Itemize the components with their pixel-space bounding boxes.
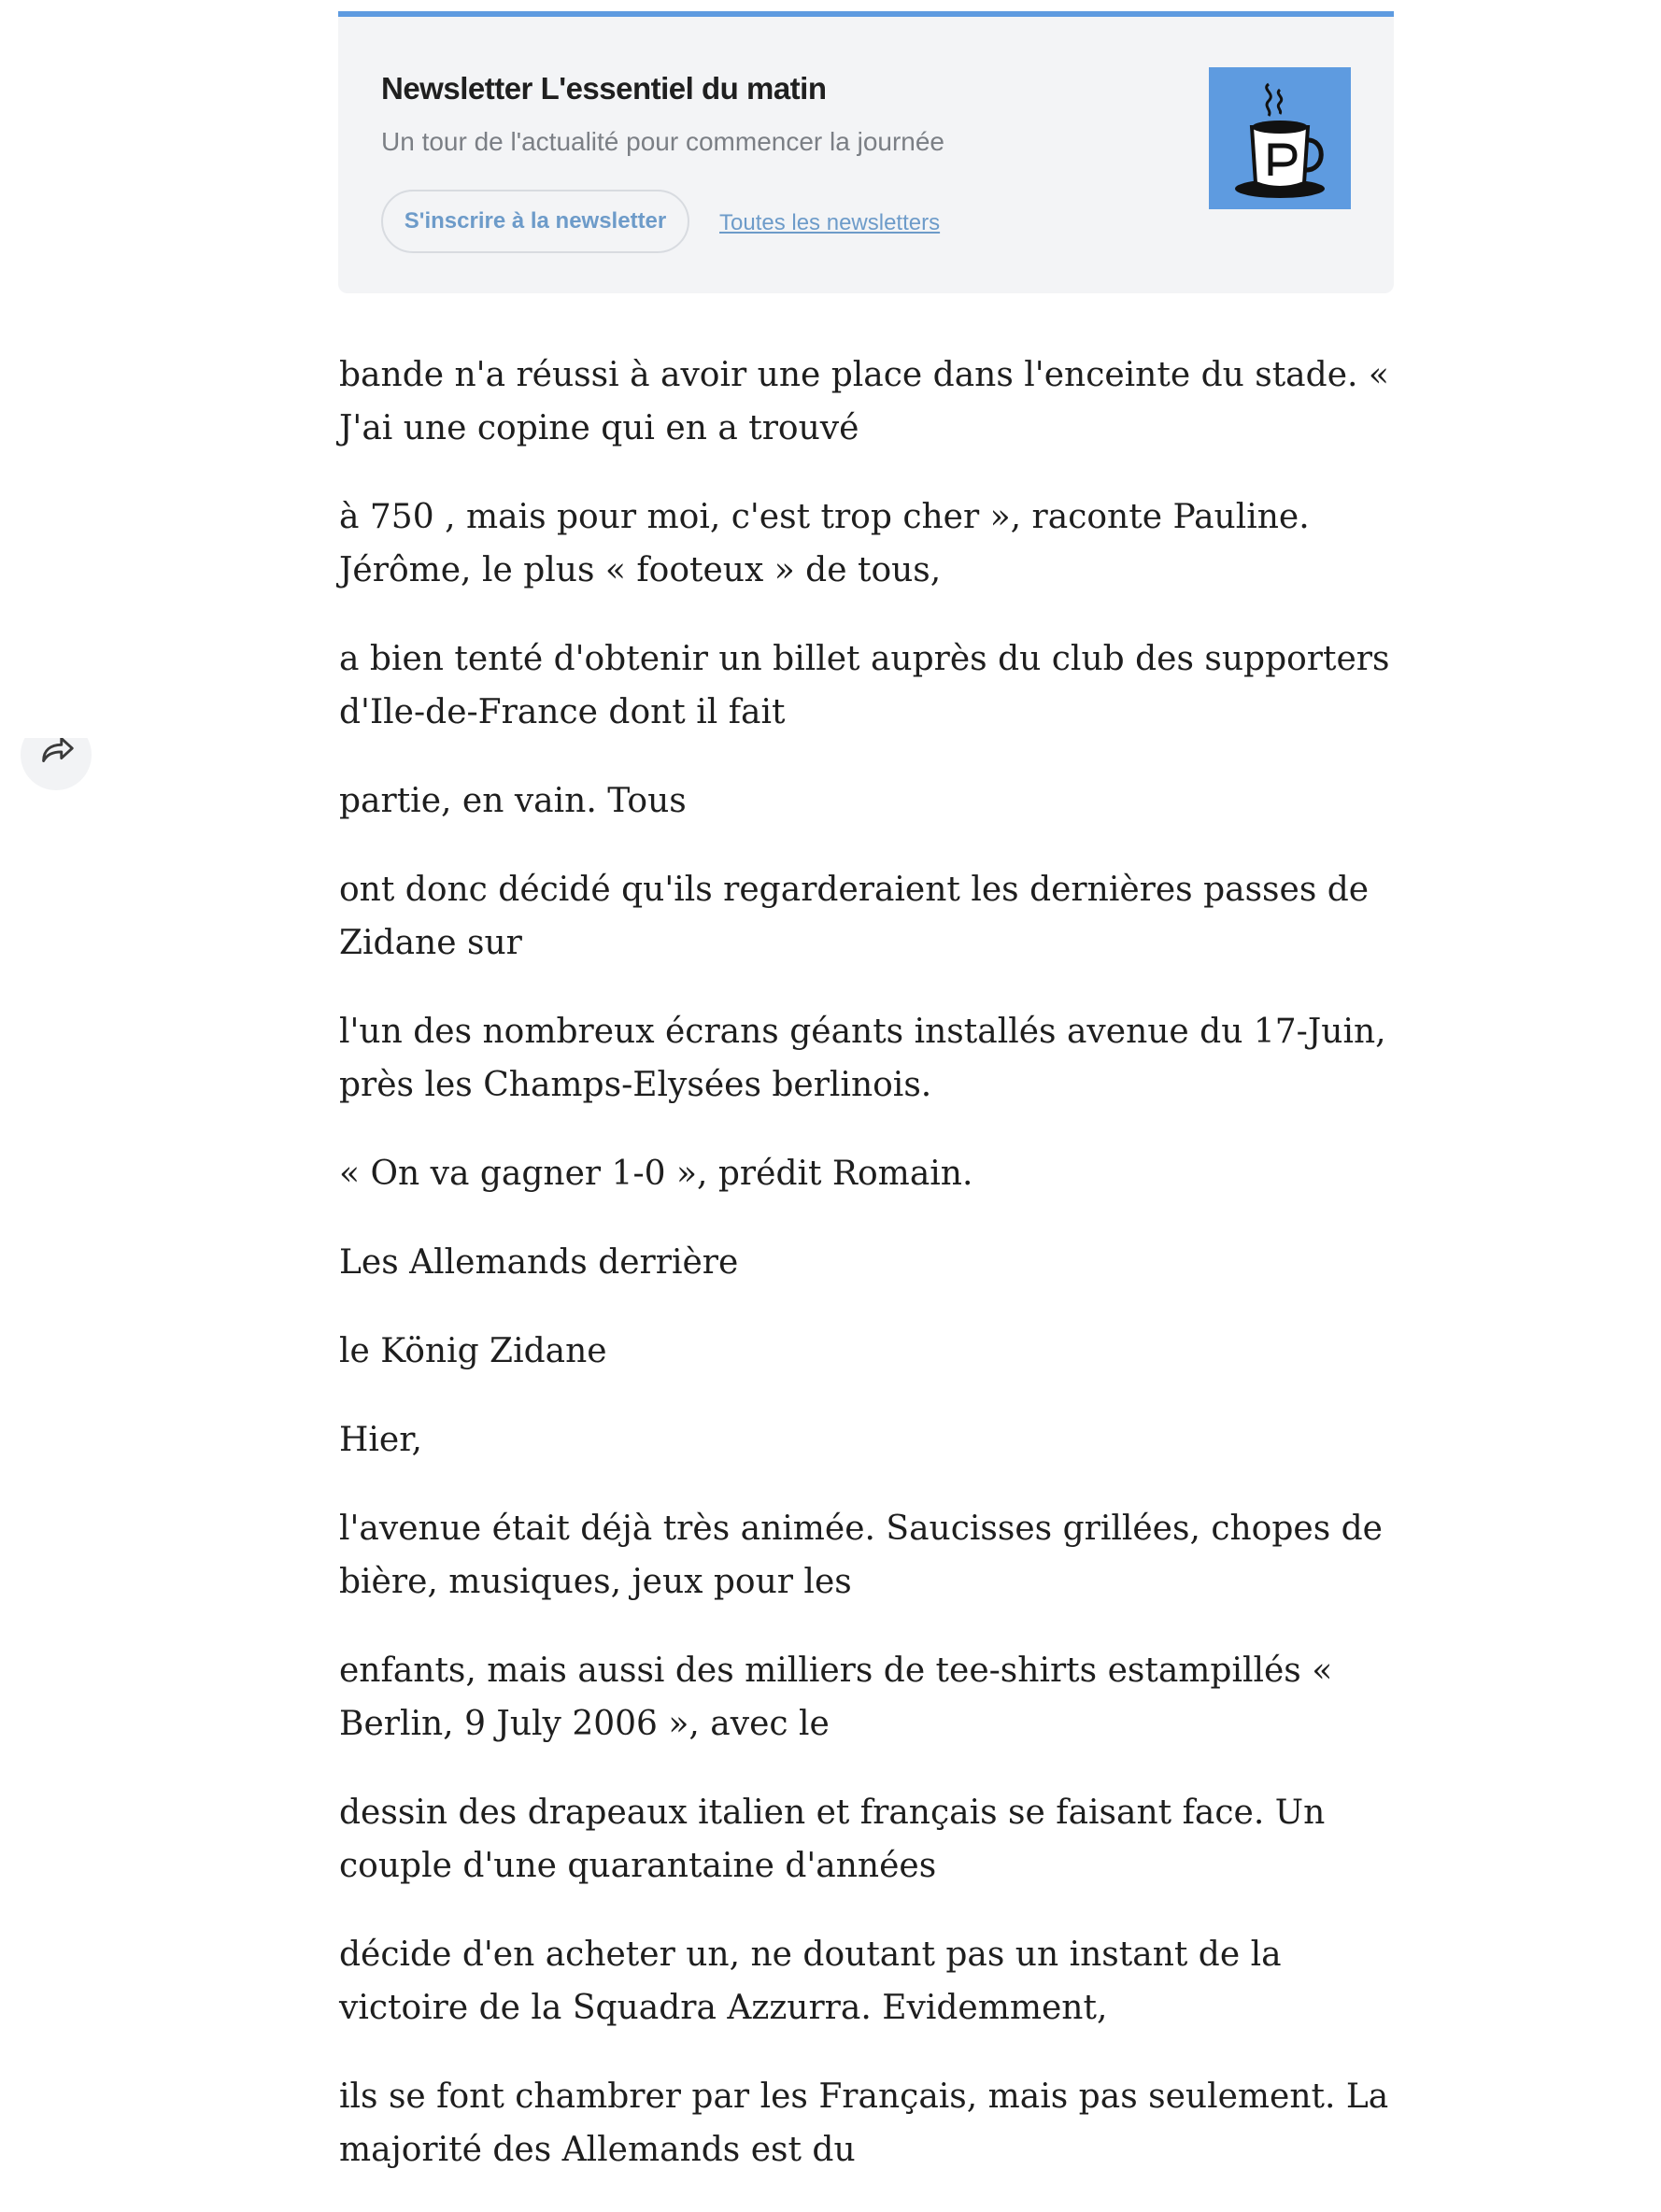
subheading: le König Zidane (339, 1332, 607, 1370)
paragraph: bande n'a réussi à avoir une place dans l'enceinte du stade. « J'ai une copine qui en a trouvé (339, 356, 1389, 447)
paragraph: l'avenue était déjà très animée. Saucisses grillées, chopes de bière, musiques, jeux pour les (339, 1510, 1383, 1601)
share-mask (0, 691, 121, 738)
paragraph: « On va gagner 1-0 », prédit Romain. (339, 1155, 973, 1193)
coffee-mug-icon (1209, 67, 1351, 209)
paragraph: ont donc décidé qu'ils regarderaient les dernières passes de Zidane sur (339, 871, 1370, 962)
subheading: Les Allemands derrière (339, 1243, 739, 1282)
newsletter-title: Newsletter L'essentiel du matin (381, 71, 827, 106)
paragraph: à 750 , mais pour moi, c'est trop cher », raconte Pauline. Jérôme, le plus « footeux » de tous, (339, 498, 1310, 589)
newsletter-box (338, 11, 1394, 293)
paragraph: partie, en vain. Tous (339, 782, 687, 820)
paragraph: décide d'en acheter un, ne doutant pas un instant de la victoire de la Squadra Azzurra. Evidemment, (339, 1936, 1282, 2027)
newsletter-subtitle: Un tour de l'actualité pour commencer la journée (381, 127, 944, 156)
subscribe-newsletter-button[interactable]: S'inscrire à la newsletter (381, 190, 689, 253)
paragraph: enfants, mais aussi des milliers de tee-shirts estampillés « Berlin, 9 July 2006 », avec le (339, 1652, 1333, 1743)
paragraph: a bien tenté d'obtenir un billet auprès du club des supporters d'Ile-de-France dont il fait (339, 640, 1390, 731)
all-newsletters-link[interactable]: Toutes les newsletters (719, 210, 941, 235)
paragraph: dessin des drapeaux italien et français se faisant face. Un couple d'une quarantaine d'années (339, 1794, 1326, 1885)
article-body (339, 348, 1404, 2212)
paragraph: l'un des nombreux écrans géants installés avenue du 17-Juin, près les Champs-Elysées berlinois. (339, 1013, 1386, 1104)
paragraph: Hier, (339, 1421, 422, 1459)
paragraph: ils se font chambrer par les Français, mais pas seulement. La majorité des Allemands est du (339, 2077, 1389, 2169)
